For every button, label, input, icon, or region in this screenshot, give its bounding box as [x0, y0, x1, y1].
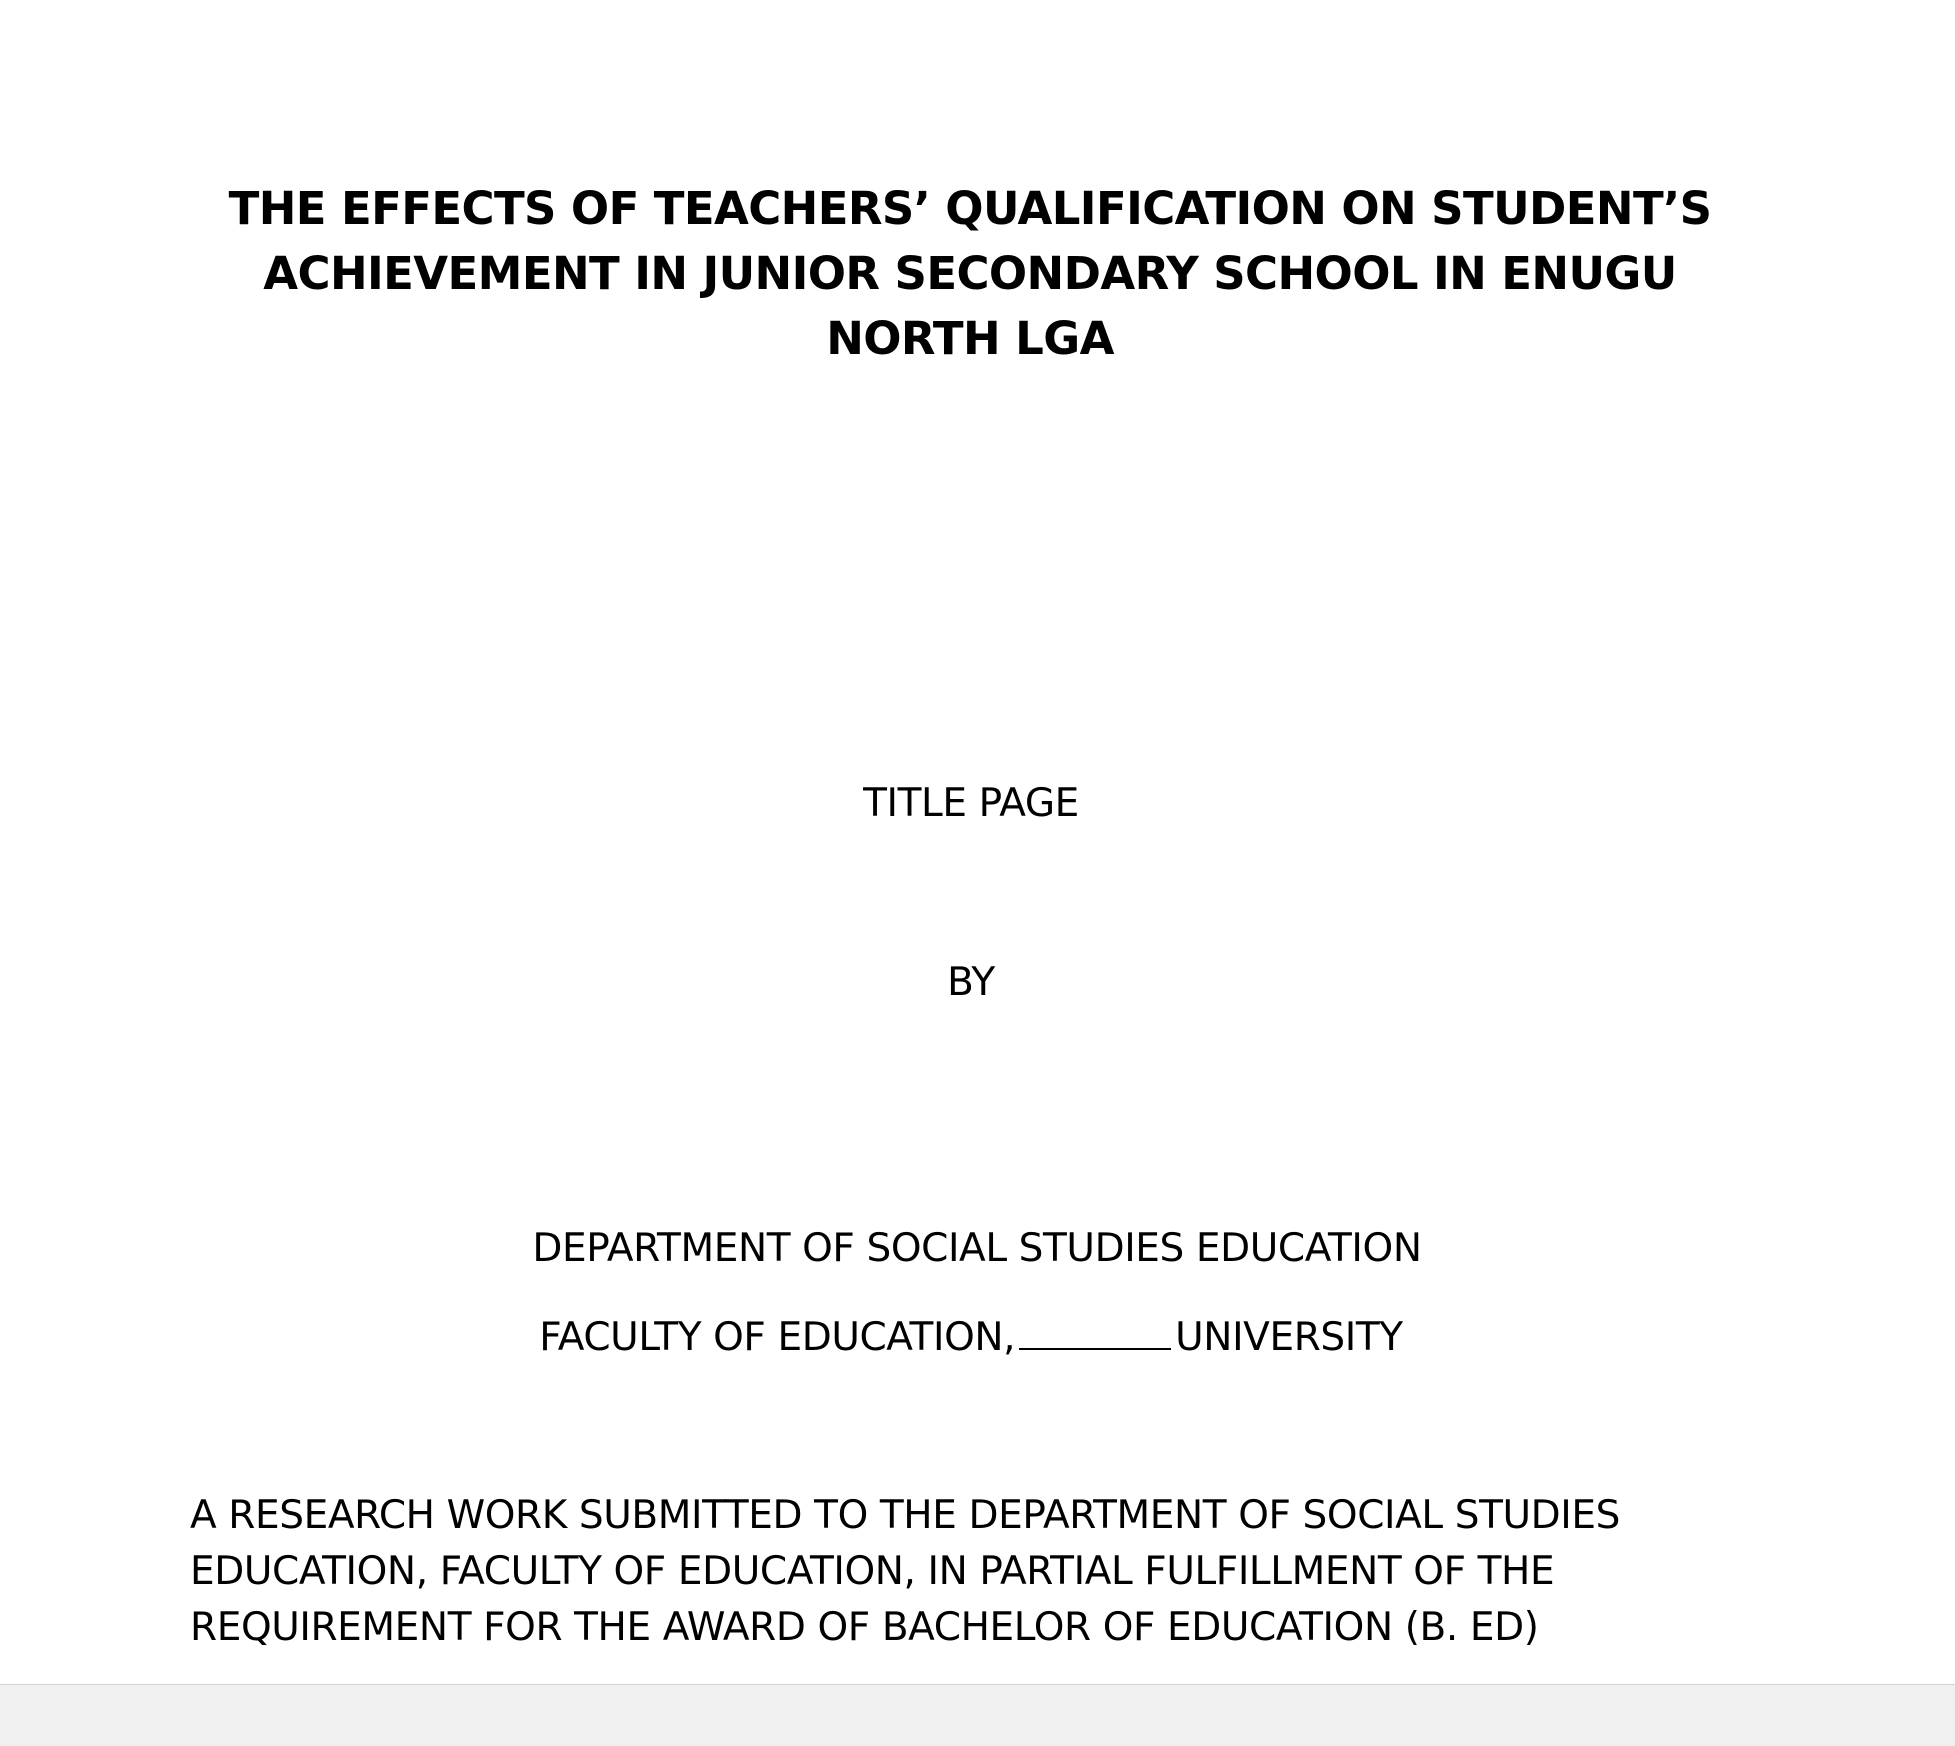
by-label: BY — [947, 960, 995, 1005]
faculty-line — [0, 1312, 1942, 1363]
title-line: NORTH LGA — [826, 312, 1114, 365]
university-name-blank — [1019, 1312, 1171, 1350]
statement-line: REQUIREMENT FOR THE AWARD OF BACHELOR OF EDUCATION (B. ED) — [190, 1605, 1539, 1650]
department-name: DEPARTMENT OF SOCIAL STUDIES EDUCATION — [532, 1226, 1422, 1271]
title-line: THE EFFECTS OF TEACHERS’ QUALIFICATION ON STUDENT’S — [228, 182, 1712, 235]
faculty-prefix: FACULTY OF EDUCATION, — [539, 1315, 1016, 1360]
title-line: ACHIEVEMENT IN JUNIOR SECONDARY SCHOOL IN ENUGU — [263, 247, 1677, 300]
faculty-suffix: UNIVERSITY — [1175, 1315, 1403, 1360]
title-page-label: TITLE PAGE — [863, 781, 1079, 826]
document-title — [180, 176, 1760, 371]
statement-line: EDUCATION, FACULTY OF EDUCATION, IN PARTIAL FULFILLMENT OF THE — [190, 1549, 1555, 1594]
viewer-bottom-bar — [0, 1684, 1955, 1746]
statement-line: A RESEARCH WORK SUBMITTED TO THE DEPARTMENT OF SOCIAL STUDIES — [190, 1493, 1620, 1538]
submission-statement — [190, 1488, 1690, 1656]
